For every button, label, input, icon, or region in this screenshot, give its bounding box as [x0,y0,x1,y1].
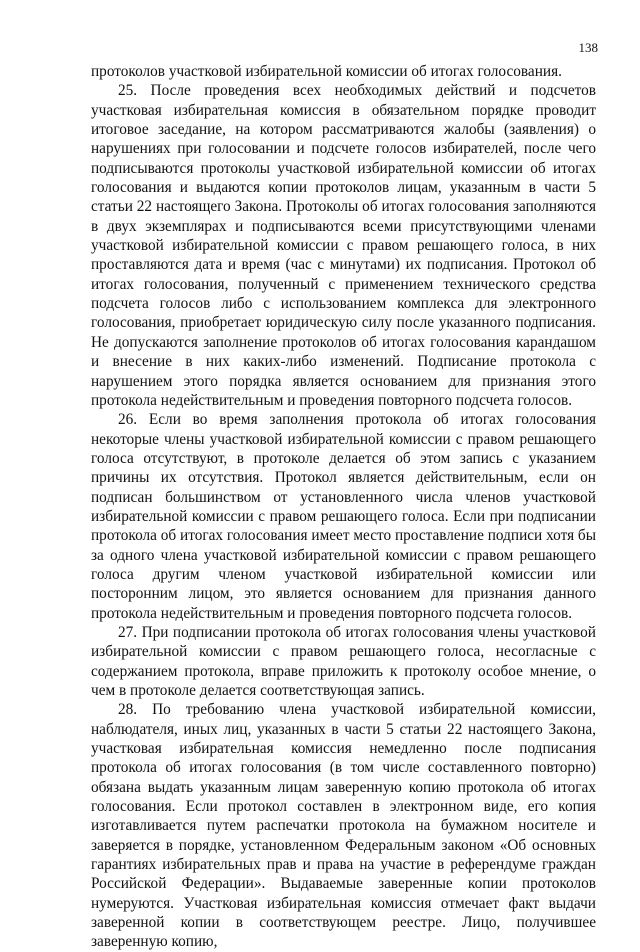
paragraph-25: 25. После проведения всех необходимых действий и подсчетов участковая избирательная комиссия в обязательном порядке проводит итоговое заседание, на котором рассматриваются жалобы (заявления) о нарушениях при голосовании и подсчете голосов избирателей, после чего подписываются протоколы участковой избирательной комиссии об итогах голосования и выдаются копии протоколов лицам, указанным в части 5 статьи 22 настоящего Закона. Протоколы об итогах голосования заполняются в двух экземплярах и подписываются всеми присутствующими членами участковой избирательной комиссии с правом решающего голоса, в них проставляются дата и время (час с минутами) их подписания. Протокол об итогах голосования, полученный с применением технического средства подсчета голосов либо с использованием комплекса для электронного голосования, приобретает юридическую силу после указанного подписания. Не допускаются заполнение протоколов об итогах голосования карандашом и внесение в них каких-либо изменений. Подписание протокола с нарушением этого порядка является основанием для признания этого протокола недействительным и проведения повторного подсчета голосов. [91,82,596,409]
paragraph-continuation: протоколов участковой избирательной комиссии об итогах голосования. [91,63,562,80]
paragraph-28: 28. По требованию члена участковой избирательной комиссии, наблюдателя, иных лиц, указанных в части 5 статьи 22 настоящего Закона, участковая избирательная комиссия немедленно после подписания протокола об итогах голосования (в том числе составленного повторно) обязана выдать указанным лицам заверенную копию протокола об итогах голосования. Если протокол составлен в электронном виде, его копия изготавливается путем распечатки протокола на бумажном носителе и заверяется в порядке, установленном Федеральным законом «Об основных гарантиях избирательных прав и права на участие в референдуме граждан Российской Федерации». Выдаваемые заверенные копии протоколов нумеруются. Участковая избирательная комиссия отмечает факт выдачи заверенной копии в соответствующем реестре. Лицо, получившее заверенную копию, [91,701,596,951]
paragraph-26: 26. Если во время заполнения протокола об итогах голосования некоторые члены участковой избирательной комиссии с правом решающего голоса отсутствуют, в протоколе делается об этом запись с указанием причины их отсутствия. Протокол является действительным, если он подписан большинством от установленного числа членов участковой избирательной комиссии с правом решающего голоса. Если при подписании протокола об итогах голосования имеет место проставление подписи хотя бы за одного члена участковой избирательной комиссии с правом решающего голоса другим членом участковой избирательной комиссии или посторонним лицом, это является основанием для признания данного протокола недействительным и проведения повторного подсчета голосов. [91,411,596,622]
paragraph-27: 27. При подписании протокола об итогах голосования члены участковой избирательной комиссии с правом решающего голоса, несогласные с содержанием протокола, вправе приложить к протоколу особое мнение, о чем в протоколе делается соответствующая запись. [91,623,596,699]
page-number: 138 [578,40,598,55]
document-body [91,62,596,952]
